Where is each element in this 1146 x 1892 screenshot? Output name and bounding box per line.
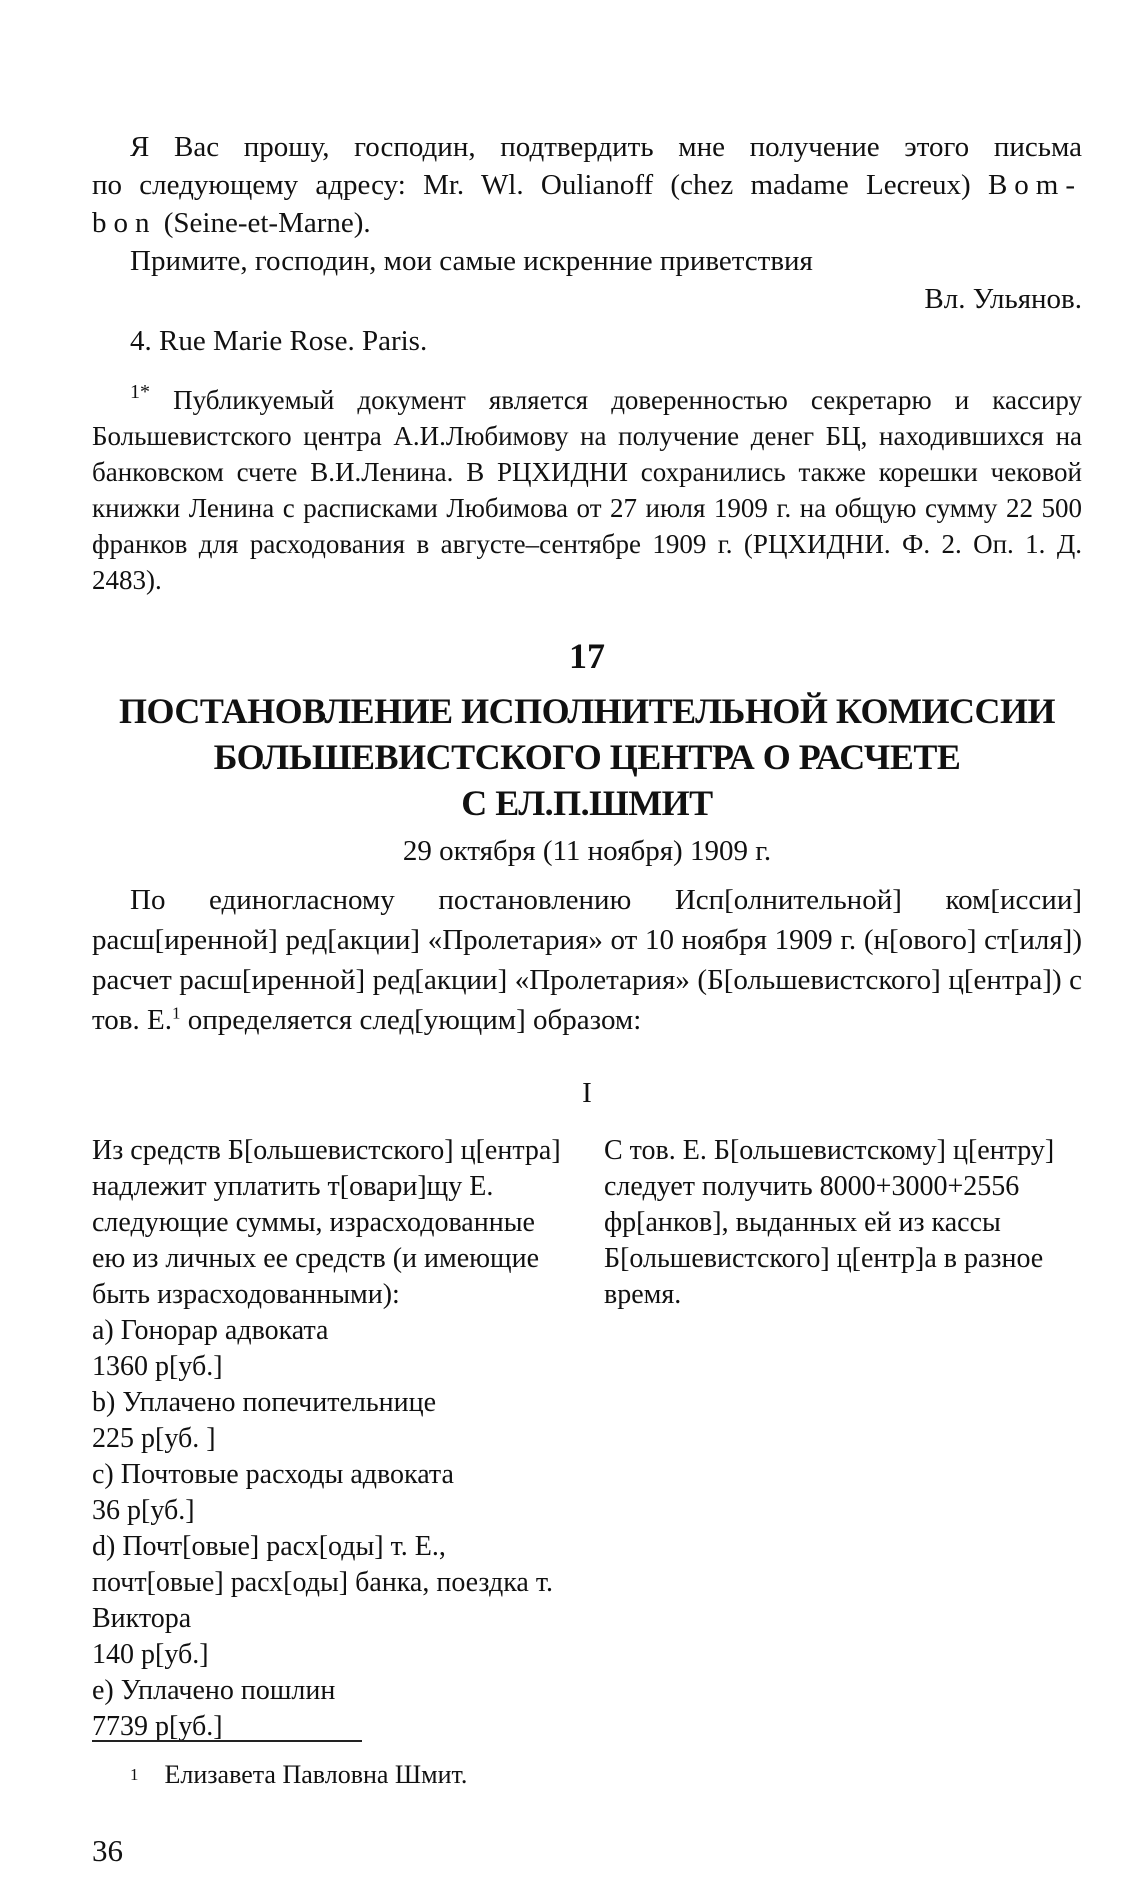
section-heading	[92, 1074, 1082, 1112]
expense-amount: 140 р[уб.]	[92, 1639, 209, 1670]
document-date: 29 октября (11 ноября) 1909 г.	[402, 835, 772, 867]
left-column-intro: Из средств Б[ольшевистского] ц[ентра] надлежит уплатить т[овари]щу Е. следующие суммы, израсходованные ею из личных ее средств (и имеющие быть израсходованными):	[92, 1135, 561, 1310]
footnote-text: Елизавета Павловна Шмит.	[164, 1760, 468, 1789]
left-column	[92, 1133, 570, 1745]
right-column	[604, 1133, 1082, 1745]
expense-label: c) Почтовые расходы адвоката	[92, 1459, 454, 1490]
intro-footnote-mark: 1	[171, 1003, 181, 1023]
document-number: 17	[569, 636, 605, 676]
expense-item-c	[92, 1457, 570, 1529]
document-title-line1: ПОСТАНОВЛЕНИЕ ИСПОЛНИТЕЛЬНОЙ КОМИССИИ	[118, 691, 1056, 731]
footnote-star-block	[92, 382, 1082, 598]
letter-line1: Я Вас прошу, господин, подтвердить мне получение этого письма	[130, 131, 1082, 163]
document-title-line3: С ЕЛ.П.ШМИТ	[461, 783, 713, 823]
letter-greeting: Примите, господин, мои самые искренние приветствия	[130, 245, 813, 277]
expense-label: b) Уплачено попечительнице	[92, 1387, 436, 1418]
letter-address: 4. Rue Marie Rose. Paris.	[130, 325, 428, 357]
expense-amount: 1360 р[уб.]	[92, 1351, 223, 1382]
document-title-line2: БОЛЬШЕВИСТСКОГО ЦЕНТРА О РАСЧЕТЕ	[213, 737, 961, 777]
expense-label: d) Почт[овые] расх[оды] т. Е., почт[овые] расх[оды] банка, поездка т. Виктора	[92, 1531, 553, 1634]
footnote-block	[92, 1758, 1082, 1792]
town-name-part2: bon	[92, 207, 157, 239]
expense-item-a	[92, 1313, 570, 1385]
letter-paragraph	[92, 128, 1082, 166]
expense-amount: 36 р[уб.]	[92, 1495, 195, 1526]
footnote-rule	[92, 1740, 362, 1742]
page-number-block	[92, 1832, 123, 1870]
town-name-part1: Bom-	[987, 169, 1082, 201]
document-intro-block	[92, 880, 1082, 1040]
intro-text: По единогласному постановлению Исп[олнительной] ком[иссии] расш[иренной] ред[акции] «Пролетария» от 10 ноября 1909 г. (н[ового] ст[иля]) расчет расш[иренной] ред[акции] «Пролетария» (Б[ольшевистского] ц[ентра]) с тов. Е.	[92, 884, 1082, 1036]
letter-signature: Вл. Ульянов.	[924, 283, 1082, 315]
expense-amount: 225 р[уб. ]	[92, 1423, 216, 1454]
page	[92, 0, 1082, 1892]
footnote-star-text: Публикуемый документ является доверенностью секретарю и кассиру Большевистского центра А.И.Любимову на получение денег БЦ, находившихся на банковском счете В.И.Ленина. В РЦХИДНИ сохранились также корешки чековой книжки Ленина с расписками Любимова от 27 июля 1909 г. на общую сумму 22 500 франков для расходования в августе–сентябре 1909 г. (РЦХИДНИ. Ф. 2. Оп. 1. Д. 2483).	[92, 385, 1082, 595]
settlement-columns	[92, 1133, 1082, 1745]
expense-label: a) Гонорар адвоката	[92, 1315, 329, 1346]
intro-text-end: определяется след[ующим] образом:	[180, 1004, 642, 1036]
page-number: 36	[92, 1833, 123, 1868]
expense-amount: 7739 р[уб.]	[92, 1711, 223, 1742]
region-name: (Seine-et-Marne).	[163, 207, 371, 239]
footnote-star-mark: 1*	[130, 381, 150, 403]
expense-item-e	[92, 1673, 570, 1745]
expense-item-d	[92, 1529, 570, 1673]
letter-address-line	[92, 166, 1082, 204]
document-header	[92, 632, 1082, 870]
letter-address-line-end	[92, 204, 1082, 242]
expense-label: e) Уплачено пошлин	[92, 1675, 336, 1706]
footnote-star	[92, 382, 1082, 598]
section-number: I	[582, 1077, 592, 1109]
letter-line2: по следующему адресу: Mr. Wl. Oulianoff (chez madame Lecreux)	[92, 169, 971, 201]
footnote-mark: 1	[130, 1765, 139, 1784]
expense-item-b	[92, 1385, 570, 1457]
document-intro	[92, 880, 1082, 1040]
right-column-text: С тов. Е. Б[ольшевистскому] ц[ентру] следует получить 8000+3000+2556 фр[анков], выданных ей из кассы Б[ольшевистского] ц[ентр]а в разное время.	[604, 1135, 1055, 1310]
letter-continuation	[92, 128, 1082, 360]
footnote	[92, 1758, 1082, 1792]
